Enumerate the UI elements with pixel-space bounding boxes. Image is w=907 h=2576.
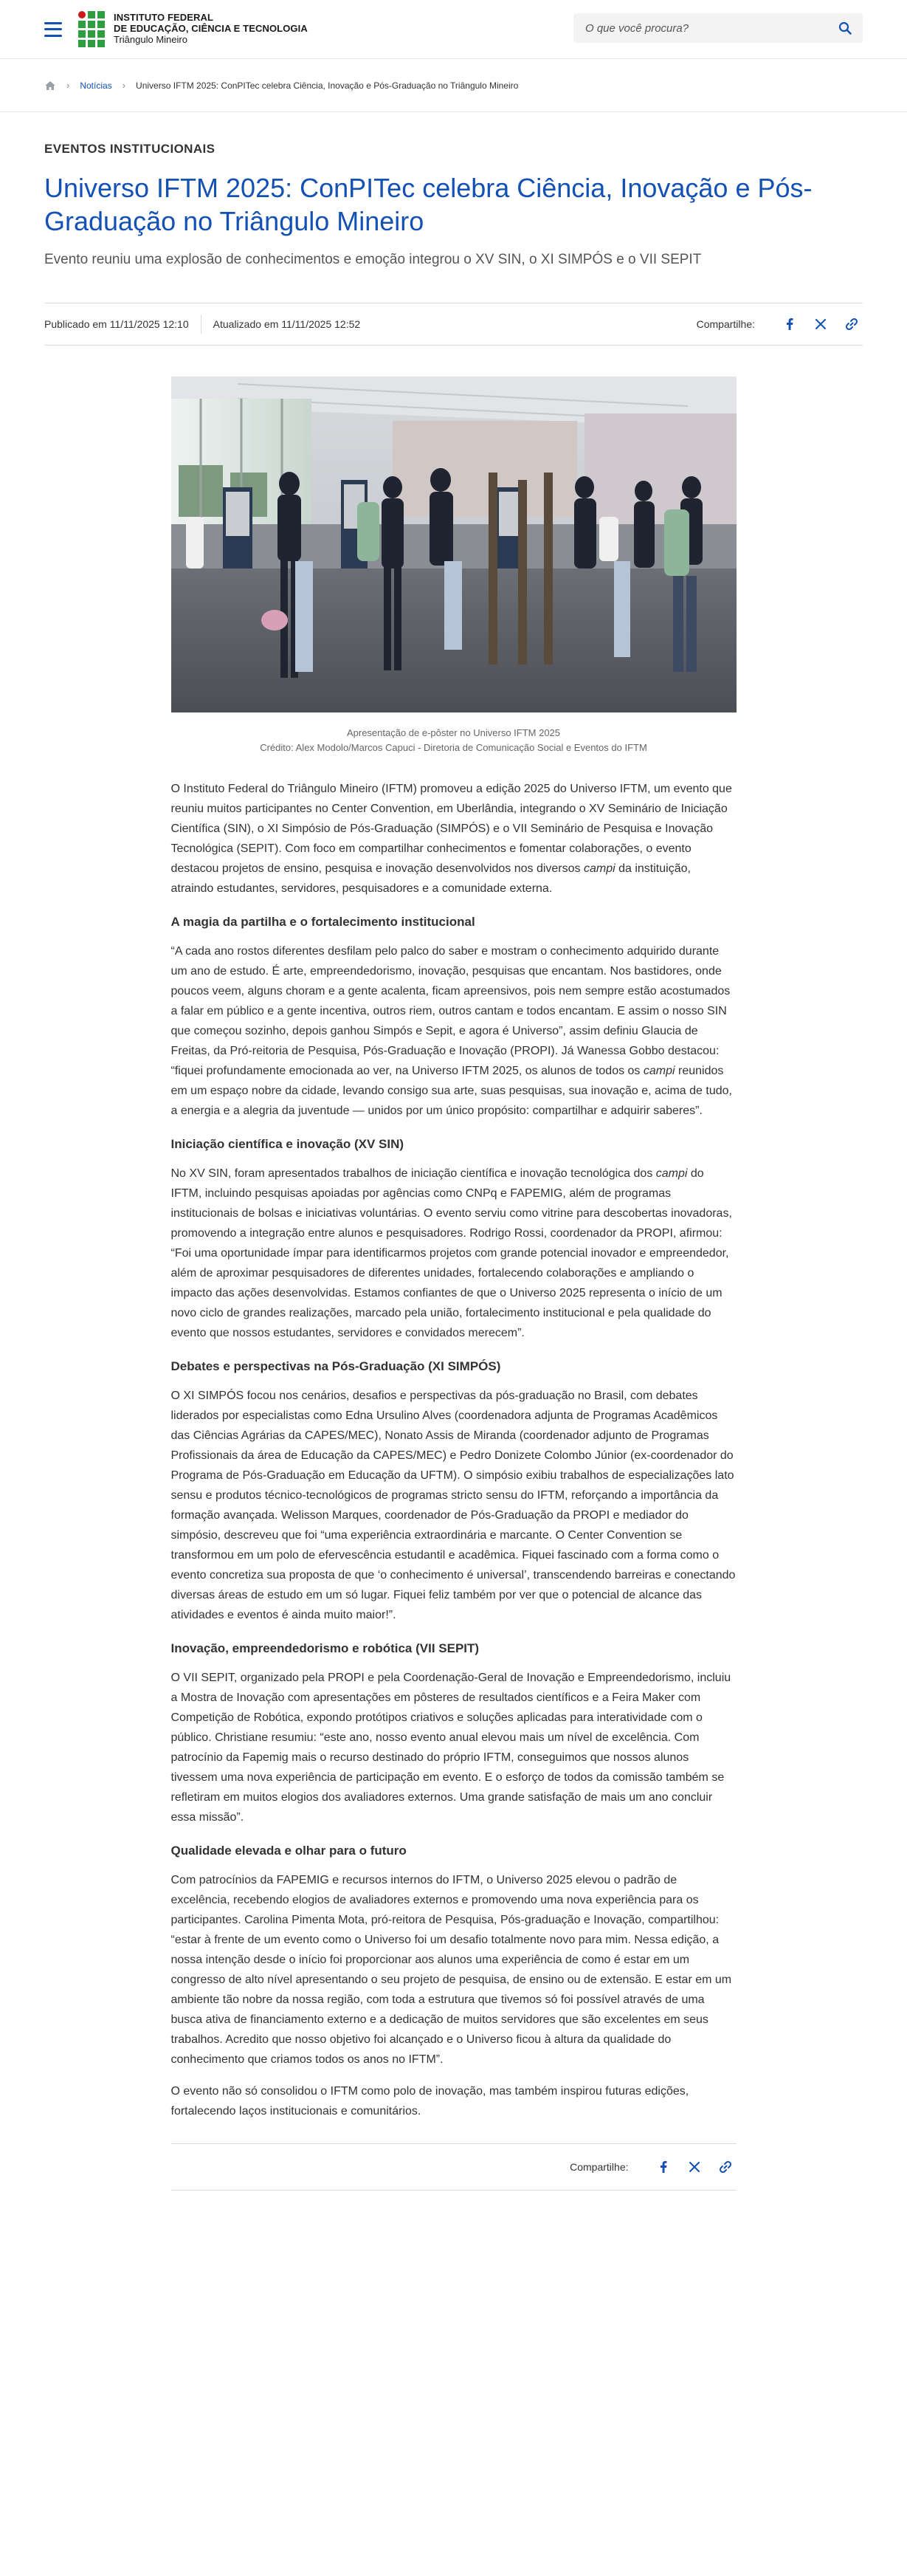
section-heading: Qualidade elevada e olhar para o futuro [170,1844,407,1858]
paragraph: O evento não só consolidou o IFTM como polo de inovação, mas também inspirou futuras edições, fortalecendo laços institucionais e comunitários. [170,2085,689,2118]
published-date: Publicado em 11/11/2025 12:10 [44,318,189,330]
paragraph-text: “A cada ano rostos diferentes desfilam pelo palco do saber e mostram o conhecimento adquirido durante um ano de estudo. É arte, empreendedorismo, inovação, pesquisas que encantam. Nos bastidores, onde poucos veem, alguns choram e a gente acalenta, ficam apreensivos, pois nem sempre estão acostumados a falar em público e a gente incentiva, outros riem, outros cantam e todos encantam. E assim o nosso SIN que começou sozinho, depois ganhou Simpós e Sepit, e agora é Universo”, assim definiu Glaucia de Freitas, da Pró-reitoria de Pesquisa, Pós-Graduação e Inovação (PROPI). Já Wanessa Gobbo destacou: “fiquei profundamente emocionada ao ver, na Universo IFTM 2025, os alunos de todos os [170,945,731,1077]
chevron-right-icon: › [66,80,70,91]
chevron-right-icon: › [122,80,126,91]
article-category[interactable]: EVENTOS INSTITUCIONAIS [44,142,215,156]
paragraph-text: O Instituto Federal do Triângulo Mineiro (IFTM) promoveu a edição 2025 do Universo IFTM, um evento que reuniu muitos participantes no Center Convention, em Uberlândia, integrando o XV Seminário de Iniciação Científica (SIN), o XI Simpósio de Pós-Graduação (SIMPÓS) e o VII Seminário de Pesquisa e Inovação Tecnológica (SEPIT). Com foco em compartilhar conhecimentos e fomentar colaborações, o evento destacou projetos de ensino, pesquisa e inovação desenvolvidos nos diversos [170,783,732,875]
section-heading: A magia da partilha e o fortalecimento institucional [170,915,475,929]
paragraph [171,1164,737,1343]
section-heading: Iniciação científica e inovação (XV SIN) [170,1137,404,1151]
logo-line-2: DE EDUCAÇÃO, CIÊNCIA E TECNOLOGIA [114,23,308,35]
caption-credit: Crédito: Alex Modolo/Marcos Capuci - Diretoria de Comunicação Social e Eventos do IFTM [260,742,647,753]
x-icon[interactable] [810,313,832,335]
share-bar-bottom [171,2143,737,2191]
caption-title: Apresentação de e-pôster no Universo IFTM 2025 [346,727,561,738]
paragraph-text: reunidos em um espaço nobre da cidade, levando consigo sua arte, suas pesquisas, sua inovação e, acima de tudo, a energia e a alegria da juventude — unidos por um único propósito: compartilhar e adquirir saberes”. [170,1065,732,1117]
share-bar-top [697,313,863,335]
article-header [0,142,907,346]
page-title: Universo IFTM 2025: ConPITec celebra Ciência, Inovação e Pós-Graduação no Triângulo Mineiro [44,173,813,236]
paragraph: O XI SIMPÓS focou nos cenários, desafios e perspectivas da pós-graduação no Brasil, com debates liderados por especialistas como Edna Ursulino Alves (coordenadora adjunta de Programas Acadêmicos das Ciências Agrárias da CAPES/MEC), Nonato Assis de Miranda (coordenador adjunto de Programas Profissionais da área de Educação da CAPES/MEC) e Pedro Donizete Colombo Júnior (ex-coordenador do Programa de Pós-Graduação em Educação da UFTM). O simpósio exibiu trabalhos de especializações lato sensu e produtos técnico-tecnológicos de programas stricto sensu do IFTM, reforçando a importância da formação avançada. Welisson Marques, coordenador de Pós-Graduação da PROPI e mediador do simpósio, descreveu que foi “uma experiência extraordinária e marcante. O Center Convention se transformou em um polo de efervescência estudantil e acadêmica. Fiquei fascinado com a forma como o evento concretiza sua proposta de que ‘o conhecimento é universal’, transcendendo barreiras e conectando diversas áreas de estudo em um só lugar. Fiquei feliz também por ver que o potencial de alcance das atividades e eventos é ainda muito maior!”. [170,1390,736,1621]
facebook-icon[interactable] [779,313,801,335]
paragraph: O VII SEPIT, organizado pela PROPI e pela Coordenação-Geral de Inovação e Empreendedorismo, incluiu a Mostra de Inovação com apresentações em pôsteres de resultados científicos e a Feira Maker com Competição de Robótica, expondo protótipos criativos e soluções aplicadas para interatividade com o público. Christiane resumiu: “este ano, nosso evento anual elevou mais um nível de excelência. Com patrocínio da Fapemig mais o recurso destinado do próprio IFTM, conseguimos que nossos alunos tivessem uma nova experiência de participação em evento. E o esforço de todos da comissão também se refletiram em muitos elogios dos avaliadores externos. Uma grande satisfação de mais um ano concluir essa missão”. [170,1672,731,1824]
paragraph-text: No XV SIN, foram apresentados trabalhos de iniciação científica e inovação tecnológica dos [170,1167,656,1180]
emphasis-text: campi [655,1167,688,1180]
paragraph [171,941,737,1121]
menu-icon[interactable] [44,22,62,37]
article-body [171,377,737,2191]
facebook-icon[interactable] [652,2156,675,2178]
logo-mark [78,11,105,47]
breadcrumb [0,59,907,112]
breadcrumb-link-noticias[interactable]: Notícias [80,80,112,91]
site-logo[interactable] [78,11,308,47]
paragraph: Com patrocínios da FAPEMIG e recursos internos do IFTM, o Universo 2025 elevou o padrão de excelência, recebendo elogios de avaliadores externos e promovendo uma nova experiência para os participantes. Carolina Pimenta Mota, pró-reitora de Pesquisa, Pós-graduação e Inovação, compartilhou: “estar à frente de um evento como o Universo foi um desafio totalmente novo para mim. Nessa edição, a nossa intenção desde o início foi proporcionar aos alunos uma experiência de como é estar em um congresso de alto nível apresentando o seu projeto de pesquisa, de ensino ou de extensão. E estar em um ambiente tão nobre da nossa região, com toda a estrutura que tivemos só foi possível através de uma busca ativa de financiamento externo e a dedicação de muitos servidores que são excelentes em seus trabalhos. Acredito que nosso objetivo foi alcançado e o Universo ficou à altura da qualidade do conhecimento que criamos todos os anos no IFTM”. [170,1874,732,2066]
link-icon[interactable] [841,313,863,335]
article-meta [44,303,863,346]
emphasis-text: campi [643,1065,675,1077]
article-subtitle: Evento reuniu uma explosão de conhecimentos e emoção integrou o XV SIN, o XI SIMPÓS e o VII SEPIT [44,252,702,267]
share-label: Compartilhe: [570,2161,629,2173]
site-header [0,0,907,59]
share-label: Compartilhe: [696,318,755,330]
paragraph-text: do IFTM, incluindo pesquisas apoiadas por agências como CNPq e FAPEMIG, além de programas institucionais de bolsas e iniciativas voluntárias. O evento serviu como vitrine para descobertas inovadoras, promovendo a integração entre alunos e pesquisadores. Rodrigo Rossi, coordenador da PROPI, afirmou: “Foi uma oportunidade ímpar para identificarmos projetos com grande potencial inovador e empreendedor, além de aproximar pesquisadores de diferentes unidades, fortalecendo colaborações e ampliando o impacto das ações desenvolvidas. Estamos confiantes de que o Universo 2025 representa o início de um novo ciclo de grandes realizações, marcado pela união, fortalecimento institucional e pela qualidade do evento que nossos estudantes, servidores e convidados merecem”. [170,1167,732,1339]
logo-text [114,13,308,46]
photo-caption [171,726,737,755]
logo-line-1: INSTITUTO FEDERAL [114,12,214,24]
breadcrumb-current: Universo IFTM 2025: ConPITec celebra Ciência, Inovação e Pós-Graduação no Triângulo Mineiro [136,80,519,91]
section-heading: Debates e perspectivas na Pós-Graduação (XI SIMPÓS) [170,1359,501,1373]
search-input[interactable] [585,22,838,35]
paragraph-text: da instituição, atraindo estudantes, servidores, pesquisadores e a comunidade externa. [170,862,691,895]
article-photo[interactable] [171,377,737,712]
emphasis-text: campi [583,862,615,875]
link-icon[interactable] [714,2156,737,2178]
logo-line-3: Triângulo Mineiro [114,33,187,45]
x-icon[interactable] [683,2156,706,2178]
section-heading: Inovação, empreendedorismo e robótica (VII SEPIT) [170,1641,480,1655]
search-icon[interactable] [838,21,852,35]
updated-date: Atualizado em 11/11/2025 12:52 [213,318,361,330]
paragraph [171,779,737,899]
search-bar [573,13,863,43]
home-icon[interactable] [44,80,56,91]
